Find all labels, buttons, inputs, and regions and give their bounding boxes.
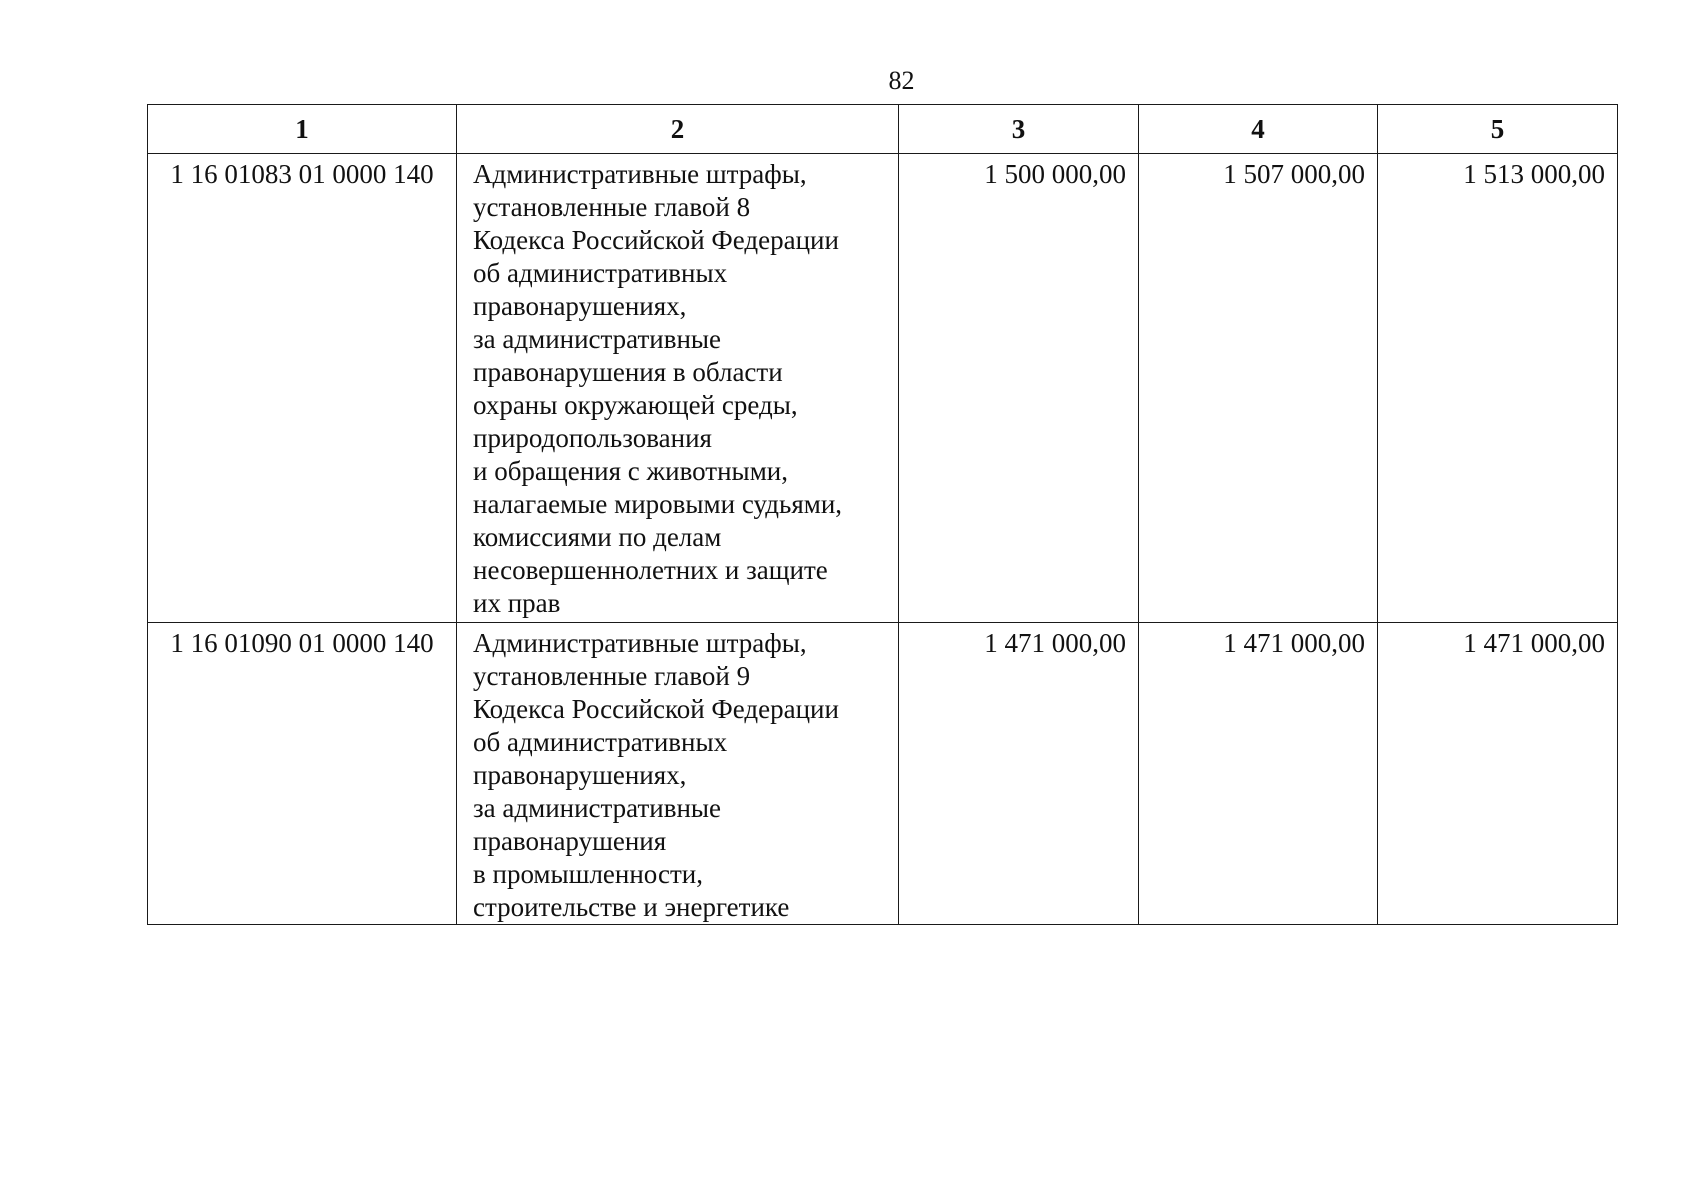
amount-cell-col3: 1 471 000,00 <box>899 623 1139 925</box>
table-row <box>148 623 1618 925</box>
amount-cell-col5: 1 513 000,00 <box>1378 154 1618 623</box>
description-line: за административные <box>473 324 722 354</box>
description-line: об административных <box>473 258 728 288</box>
description-line: Административные штрафы, <box>473 159 807 189</box>
column-header-5: 5 <box>1378 105 1618 154</box>
description-line: и обращения с животными, <box>473 456 788 486</box>
description-cell <box>457 154 899 623</box>
description-line: Административные штрафы, <box>473 628 807 658</box>
description-line: за административные <box>473 793 722 823</box>
budget-table <box>147 104 1618 925</box>
page-number: 82 <box>888 66 915 95</box>
description-line: об административных <box>473 727 728 757</box>
description-line: комиссиями по делам <box>473 522 722 552</box>
description-line: строительстве и энергетике <box>473 892 790 922</box>
description-line: установленные главой 9 <box>473 661 751 691</box>
column-header-2: 2 <box>457 105 899 154</box>
amount-cell-col4: 1 471 000,00 <box>1139 623 1378 925</box>
amount-cell-col3: 1 500 000,00 <box>899 154 1139 623</box>
description-line: правонарушения в области <box>473 357 783 387</box>
description-cell <box>457 623 899 925</box>
budget-code-cell: 1 16 01083 01 0000 140 <box>148 154 457 623</box>
description-line: правонарушениях, <box>473 760 687 790</box>
description-line: их прав <box>473 588 561 618</box>
description-line: несовершеннолетних и защите <box>473 555 828 585</box>
description-line: правонарушениях, <box>473 291 687 321</box>
budget-code-cell: 1 16 01090 01 0000 140 <box>148 623 457 925</box>
column-header-4: 4 <box>1139 105 1378 154</box>
amount-cell-col5: 1 471 000,00 <box>1378 623 1618 925</box>
table-row <box>148 154 1618 623</box>
table-header-row <box>148 105 1618 154</box>
description-line: охраны окружающей среды, <box>473 390 798 420</box>
description-line: Кодекса Российской Федерации <box>473 694 839 724</box>
description-line: правонарушения <box>473 826 667 856</box>
column-header-3: 3 <box>899 105 1139 154</box>
amount-cell-col4: 1 507 000,00 <box>1139 154 1378 623</box>
column-header-1: 1 <box>148 105 457 154</box>
description-line: налагаемые мировыми судьями, <box>473 489 843 519</box>
description-line: установленные главой 8 <box>473 192 751 222</box>
description-line: в промышленности, <box>473 859 703 889</box>
description-line: Кодекса Российской Федерации <box>473 225 839 255</box>
description-line: природопользования <box>473 423 712 453</box>
